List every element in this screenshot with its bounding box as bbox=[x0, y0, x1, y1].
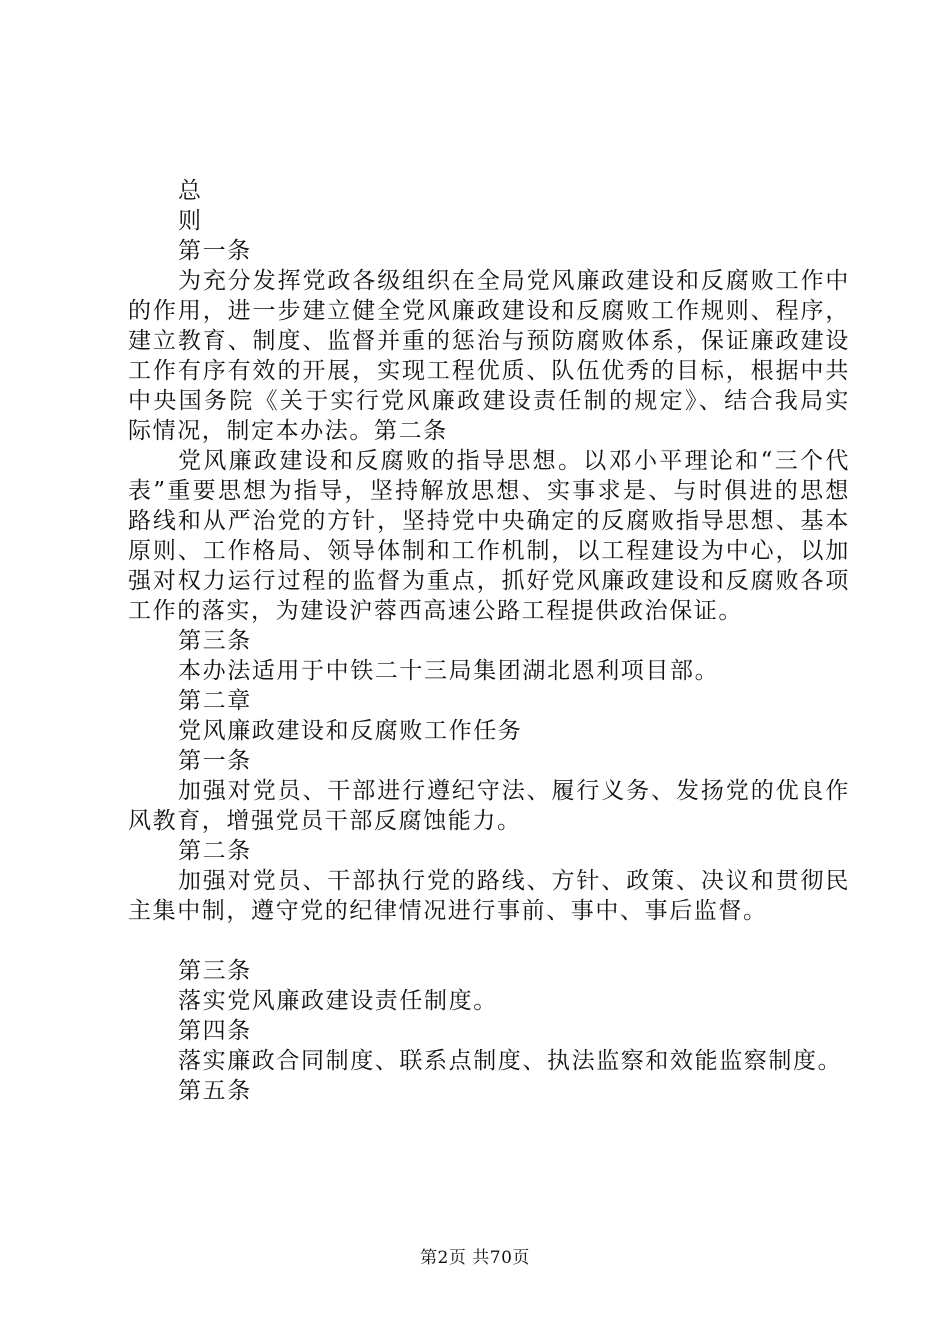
paragraph-task-4: 落实廉政合同制度、联系点制度、执法监察和效能监察制度。 bbox=[178, 1048, 843, 1074]
document-body bbox=[128, 176, 850, 1106]
paragraph-purpose: 为充分发挥党政各级组织在全局党风廉政建设和反腐败工作中的作用，进一步建立健全党风廉政建设和反腐败工作规则、程序，建立教育、制度、监督并重的惩治与预防腐败体系，保证廉政建设工作有序有效的开展，实现工程优质、队伍优秀的目标，根据中共中央国务院《关于实行党风廉政建设责任制的规定》、结合我局实际情况，制定本办法。第二条 bbox=[128, 268, 850, 444]
article-title: 第三条 bbox=[178, 958, 252, 984]
paragraph-task-3: 落实党风廉政建设责任制度。 bbox=[178, 988, 498, 1014]
heading-zong: 总 bbox=[178, 178, 203, 204]
article-title: 第五条 bbox=[178, 1078, 252, 1104]
blank-line bbox=[128, 926, 850, 956]
article-title: 第三条 bbox=[178, 628, 252, 654]
heading-ze: 则 bbox=[178, 208, 203, 234]
page-number: 第2页 共70页 bbox=[420, 1248, 530, 1268]
chapter-name: 党风廉政建设和反腐败工作任务 bbox=[178, 718, 523, 744]
article-title: 第一条 bbox=[178, 238, 252, 264]
paragraph-scope: 本办法适用于中铁二十三局集团湖北恩利项目部。 bbox=[178, 658, 720, 684]
paragraph-task-2: 加强对党员、干部执行党的路线、方针、政策、决议和贯彻民主集中制，遵守党的纪律情况进行事前、事中、事后监督。 bbox=[128, 868, 850, 924]
article-title: 第四条 bbox=[178, 1018, 252, 1044]
chapter-title: 第二章 bbox=[178, 688, 252, 714]
paragraph-task-1: 加强对党员、干部进行遵纪守法、履行义务、发扬党的优良作风教育，增强党员干部反腐蚀能力。 bbox=[128, 778, 850, 834]
article-title: 第一条 bbox=[178, 748, 252, 774]
paragraph-guiding-ideology: 党风廉政建设和反腐败的指导思想。以邓小平理论和“三个代表”重要思想为指导，坚持解放思想、实事求是、与时俱进的思想路线和从严治党的方针，坚持党中央确定的反腐败指导思想、基本原则、工作格局、领导体制和工作机制，以工程建设为中心，以加强对权力运行过程的监督为重点，抓好党风廉政建设和反腐败各项工作的落实，为建设沪蓉西高速公路工程提供政治保证。 bbox=[128, 448, 850, 624]
article-title: 第二条 bbox=[178, 838, 252, 864]
